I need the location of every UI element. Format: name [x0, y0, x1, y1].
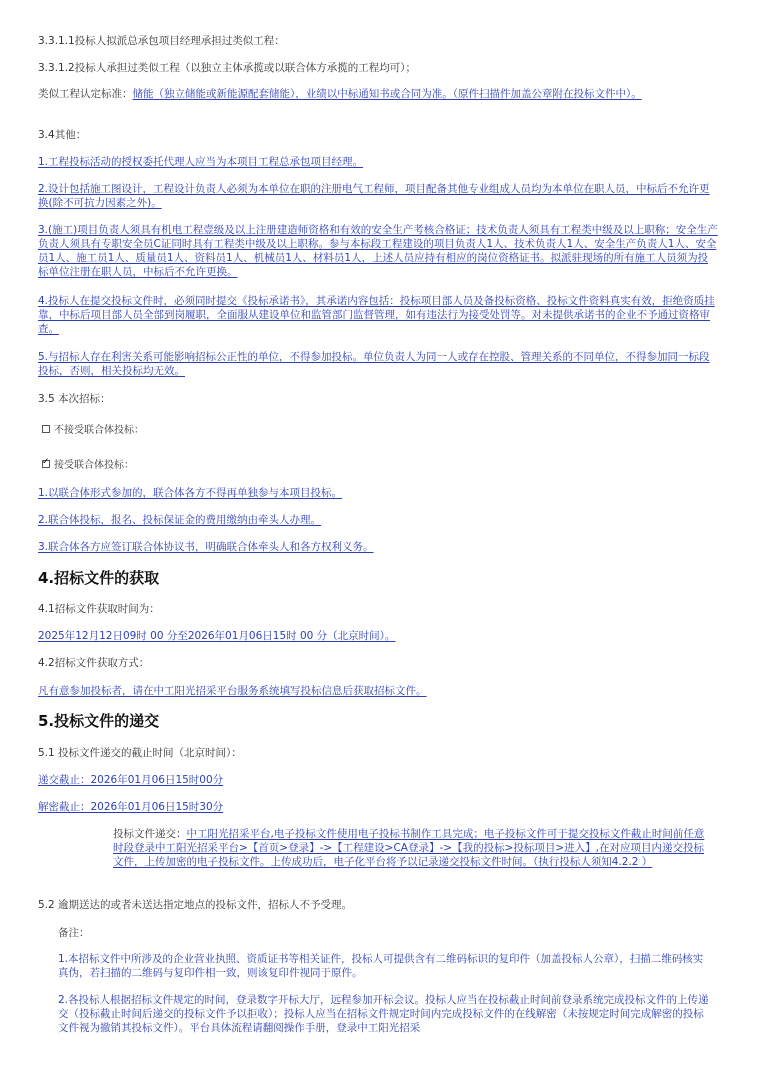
consortium-item-1[interactable]: 1.以联合体形式参加的，联合体各方不得再单独参与本项目投标。: [38, 487, 343, 499]
remark-title: 备注：: [58, 927, 90, 939]
other-item-5[interactable]: 5.与招标人存在利害关系可能影响招标公正性的单位，不得参加投标。单位负责人为同一人或存在控股、管理关系的不同单位，不得参加同一标段投标，否则，相关投标均无效。: [38, 351, 710, 377]
checkbox-checked-icon[interactable]: [42, 460, 50, 468]
no-consortium-option[interactable]: [42, 421, 144, 436]
submission-text[interactable]: 中工阳光招采平台,电子投标文件使用电子投标书制作工具完成；电子投标文件可于提交投标文件截止时间前任意时段登录中工阳光招采平台>【首页>登录】->【工程建设>CA登录】->【我的投标>投标项目>进入】,在对应项目内递交投标文件，上传加密的电子投标文件。上传成功后，电子化平台将予以记录递交投标文件时间。（执行投标人须知4.2.2 ）: [113, 828, 705, 868]
consortium-option[interactable]: [42, 456, 134, 471]
section-3-5-title: 3.5 本次招标：: [38, 393, 111, 405]
section-3-4-title: 3.4其他：: [38, 129, 87, 141]
checkbox-unchecked-icon[interactable]: [42, 425, 50, 433]
clause-3-3-1-1: 3.3.1.1投标人拟派总承包项目经理承担过类似工程：: [38, 35, 285, 47]
note-2: 2.各投标人根据招标文件规定的时间，登录数字开标大厅，远程参加开标会议。投标人应当在投标截止时间前登录系统完成投标文件的上传递交（投标截止时间后递交的投标文件予以拒收）；投标人应当在招标文件规定时间内完成投标文件的在线解密（未按规定时间完成解密的投标文件视为撤销其投标文件）。平台具体流程请翻阅操作手册，登录中工阳光招采: [58, 994, 709, 1034]
section-5-2: 5.2 逾期送达的或者未送达指定地点的投标文件，招标人不予受理。: [38, 899, 353, 911]
decrypt-deadline[interactable]: 解密截止：2026年01月06日15时30分: [38, 801, 224, 813]
similar-label: 类似工程认定标准：: [38, 88, 133, 100]
clause-3-3-1-2: 3.3.1.2投标人承担过类似工程（以独立主体承揽或以联合体方承揽的工程均可）；: [38, 62, 416, 74]
note-1: 1.本招标文件中所涉及的企业营业执照、资质证书等相关证件，投标人可提供含有二维码标识的复印件（加盖投标人公章），扫描二维码核实真伪，若扫描的二维码与复印件相一致，则该复印件视同于原件。: [58, 953, 704, 979]
other-item-3[interactable]: 3.(施工)项目负责人须具有机电工程壹级及以上注册建造师资格和有效的安全生产考核合格证；技术负责人须具有工程类中级及以上职称；安全生产负责人须具有专职安全员C证同时具有工程类中级及以上职称。参与本标段工程建设的项目负责人1人、技术负责人1人、安全生产负责人1人、安全员1人、施工员1人、质量员1人、资料员1人、机械员1人、材料员1人，上述人员应持有相应的岗位资格证书。拟派驻现场的所有施工人员须为投标单位注册在职人员，中标后不允许更换。: [38, 224, 718, 278]
submit-deadline[interactable]: 递交截止：2026年01月06日15时00分: [38, 774, 224, 786]
section-5-1-title: 5.1 投标文件递交的截止时间（北京时间）：: [38, 747, 242, 759]
acquisition-method[interactable]: 凡有意参加投标者，请在中工阳光招采平台服务系统填写投标信息后获取招标文件。: [38, 685, 427, 697]
other-item-2[interactable]: 2.设计包括施工图设计，工程设计负责人必须为本单位在职的注册电气工程师，项目配备其他专业组成人员均为本单位在职人员，中标后不允许更换(除不可抗力因素之外)。: [38, 183, 710, 209]
similar-text[interactable]: 储能（独立储能或新能源配套储能），业绩以中标通知书或合同为准。（原件扫描件加盖公章附在投标文件中）。: [132, 88, 642, 100]
section-4-heading: 4.招标文件的获取: [38, 569, 160, 587]
acquisition-time[interactable]: 2025年12月12日09时 00 分至2026年01月06日15时 00 分（北京时间）。: [38, 630, 396, 642]
submission-method: [113, 827, 713, 869]
no-consortium-label: 不接受联合体投标：: [54, 425, 144, 436]
similar-project-standard: [38, 87, 718, 101]
other-item-4[interactable]: 4.投标人在提交投标文件时，必须同时提交《投标承诺书》，其承诺内容包括：投标项目部人员及备投标资格、投标文件资料真实有效，拒绝资质挂靠，中标后项目部人员全部到岗履职，全面服从建设单位和监管部门监督管理，如有违法行为接受处罚等。对未提供承诺书的企业不予通过资格审查。: [38, 295, 715, 335]
section-5-heading: 5.投标文件的递交: [38, 712, 160, 730]
section-4-1-title: 4.1招标文件获取时间为：: [38, 603, 160, 615]
section-4-2-title: 4.2招标文件获取方式：: [38, 657, 150, 669]
consortium-label: 接受联合体投标：: [54, 460, 134, 471]
submission-label: 投标文件递交：: [113, 828, 187, 840]
consortium-item-3[interactable]: 3.联合体各方应签订联合体协议书，明确联合体牵头人和各方权利义务。: [38, 541, 374, 553]
consortium-item-2[interactable]: 2.联合体投标，报名、投标保证金的费用缴纳由牵头人办理。: [38, 514, 322, 526]
other-item-1[interactable]: 1.工程投标活动的授权委托代理人应当为本项目工程总承包项目经理。: [38, 156, 364, 168]
